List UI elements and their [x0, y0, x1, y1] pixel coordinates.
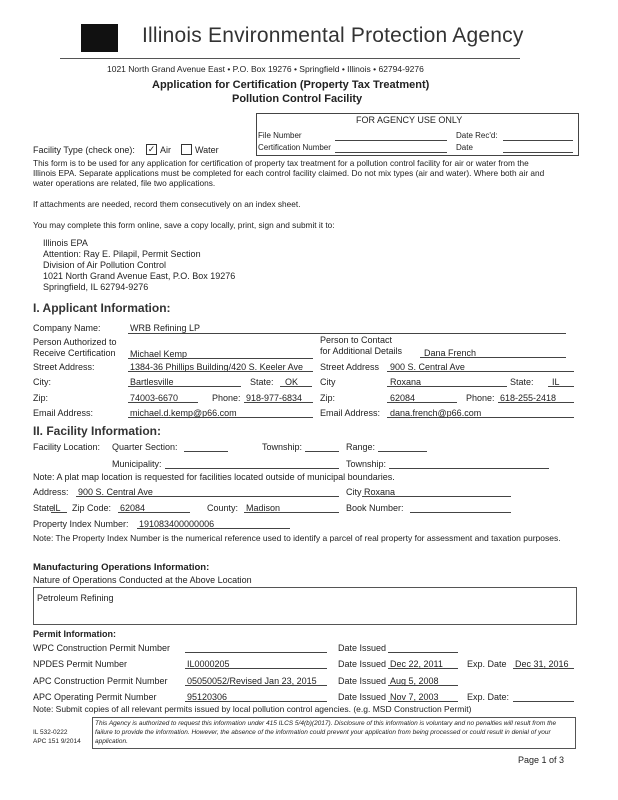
facility-state-underline — [51, 512, 67, 513]
zip-underline — [128, 402, 198, 403]
cert-number-field[interactable] — [335, 152, 447, 153]
pin-value[interactable]: 191083400000006 — [139, 519, 215, 529]
street-underline — [128, 371, 313, 372]
city2-underline — [387, 386, 507, 387]
phone-value[interactable]: 918-977-6834 — [246, 393, 303, 403]
county-label: County: — [207, 503, 239, 513]
pin-label: Property Index Number: — [33, 519, 129, 529]
facility-zip-value[interactable]: 62084 — [120, 503, 146, 513]
air-label: Air — [160, 145, 171, 155]
contact-underline — [420, 357, 566, 358]
facility-address-underline — [76, 496, 339, 497]
county-underline — [244, 512, 339, 513]
auth-underline — [128, 358, 313, 359]
cert-number-label: Certification Number — [258, 143, 331, 152]
nature-of-operations-label: Nature of Operations Conducted at the Above Location — [33, 575, 252, 585]
municipality-field[interactable] — [165, 468, 339, 469]
apc-operating-issued-value[interactable]: Nov 7, 2003 — [390, 692, 439, 702]
form-title: Application for Certification (Property Tax Treatment) — [152, 79, 430, 91]
quarter-label: Quarter Section: — [112, 442, 178, 452]
mail-line: 1021 North Grand Avenue East, P.O. Box 19276 — [43, 271, 236, 281]
phone2-value[interactable]: 618-255-2418 — [500, 393, 557, 403]
mailing-address — [43, 238, 235, 293]
email2-value[interactable]: dana.french@p66.com — [390, 408, 482, 418]
contact-label-2: for Additional Details — [320, 346, 403, 356]
form-id-1: IL 532-0222 — [33, 729, 68, 736]
contact-label-1: Person to Contact — [320, 335, 393, 345]
zip-label: Zip: — [33, 393, 49, 403]
water-checkbox[interactable] — [181, 144, 192, 155]
state-label: State: — [250, 377, 274, 387]
form-id-2: APC 151 9/2014 — [33, 738, 81, 745]
email-value[interactable]: michael.d.kemp@p66.com — [130, 408, 237, 418]
book-number-field[interactable] — [410, 512, 511, 513]
apc-construction-value[interactable]: 05050052/Revised Jan 23, 2015 — [187, 676, 317, 686]
phone-label: Phone: — [212, 393, 241, 403]
water-label: Water — [195, 145, 219, 155]
manufacturing-heading: Manufacturing Operations Information: — [33, 562, 210, 573]
book-number-label: Book Number: — [346, 503, 404, 513]
wpc-permit-field[interactable] — [185, 652, 327, 653]
email-underline — [128, 417, 313, 418]
facility-address-value[interactable]: 900 S. Central Ave — [78, 487, 153, 497]
mail-line: Division of Air Pollution Control — [43, 260, 167, 270]
wpc-issued-field[interactable] — [388, 652, 458, 653]
npdes-exp-label: Exp. Date — [467, 659, 507, 669]
apc-operating-label: APC Operating Permit Number — [33, 692, 157, 702]
apc-operating-exp-label: Exp. Date: — [467, 692, 510, 702]
submit-instructions: You may complete this form online, save a copy locally, print, sign and submit it to: — [33, 220, 335, 230]
permit-heading: Permit Information: — [33, 629, 117, 639]
mail-line: Attention: Ray E. Pilapil, Permit Section — [43, 249, 201, 259]
county-value[interactable]: Madison — [246, 503, 281, 513]
email-label: Email Address: — [33, 408, 94, 418]
contact-person-value[interactable]: Dana French — [424, 348, 477, 358]
company-underline — [128, 333, 566, 334]
applicant-heading: I. Applicant Information: — [33, 301, 171, 315]
phone-underline — [244, 402, 313, 403]
zip-value[interactable]: 74003-6670 — [130, 393, 179, 403]
facility-state-value[interactable]: IL — [53, 503, 61, 513]
phone2-underline — [498, 402, 574, 403]
state2-underline — [548, 386, 574, 387]
npdes-permit-label: NPDES Permit Number — [33, 659, 128, 669]
date-recd-label: Date Rec'd: — [456, 131, 498, 140]
npdes-issued-underline — [388, 668, 458, 669]
nature-of-operations-value: Petroleum Refining — [37, 593, 114, 603]
attachments-note: If attachments are needed, record them consecutively on an index sheet. — [33, 199, 301, 209]
apc-construction-issued-underline — [388, 685, 458, 686]
authorized-person-value[interactable]: Michael Kemp — [130, 349, 188, 359]
mail-line: Illinois EPA — [43, 238, 88, 248]
contact-person-label — [320, 335, 402, 357]
facility-address-label: Address: — [33, 487, 69, 497]
street-label: Street Address: — [33, 362, 95, 372]
state2-value[interactable]: IL — [552, 377, 560, 387]
npdes-exp-value[interactable]: Dec 31, 2016 — [515, 659, 569, 669]
street2-underline — [387, 371, 574, 372]
range-label: Range: — [346, 442, 376, 452]
npdes-issued-value[interactable]: Dec 22, 2011 — [390, 659, 443, 669]
city-underline — [128, 386, 241, 387]
facility-city-underline — [362, 496, 511, 497]
township2-label: Township: — [346, 459, 387, 469]
form-subtitle: Pollution Control Facility — [232, 93, 363, 105]
facility-heading: II. Facility Information: — [33, 424, 162, 438]
npdes-exp-underline — [513, 668, 574, 669]
city-label: City: — [33, 377, 51, 387]
state2-label: State: — [510, 377, 534, 387]
apc-operating-issued-label: Date Issued — [338, 692, 387, 702]
auth-label-1: Person Authorized to — [33, 337, 117, 347]
city-value[interactable]: Bartlesville — [130, 377, 174, 387]
plat-map-note: Note: A plat map location is requested for facilities located outside of municipal boundaries. — [33, 472, 395, 482]
intro-paragraph: This form is to be used for any application for certification of property tax treatment for a pollution control facility for air or water from the Illinois EPA. Separate applications must be completed for each control facility claimed. Do not mix types (air and water). Where both air and water operations are related, file two applications. — [33, 158, 545, 188]
company-value[interactable]: WRB Refining LP — [130, 323, 201, 333]
pin-underline — [137, 528, 290, 529]
disclaimer-box — [92, 717, 576, 749]
permit-note: Note: Submit copies of all relevant permits issued by local pollution control agencies. (e.g. MSD Construction Permit) — [33, 704, 472, 714]
date-recd-field[interactable] — [503, 140, 573, 141]
apc-construction-underline — [185, 685, 327, 686]
city2-label: City — [320, 377, 336, 387]
authorized-person-label — [33, 337, 117, 359]
facility-city-label: City — [346, 487, 362, 497]
email2-underline — [387, 417, 574, 418]
disclaimer-text: This Agency is authorized to request this information under 415 ILCS 5/4(b)(2017). Disclosure of this information is voluntary and no penalties will result from the failure to provide the information. However, the absence of the information could prevent your application from being processed or could result in denial of your application. — [95, 720, 557, 745]
wpc-issued-label: Date Issued — [338, 643, 387, 653]
facility-type-label: Facility Type (check one): — [33, 145, 135, 155]
date-label: Date — [456, 143, 473, 152]
township-label: Township: — [262, 442, 303, 452]
page-number: Page 1 of 3 — [518, 755, 565, 765]
npdes-issued-label: Date Issued — [338, 659, 387, 669]
apc-operating-exp-field[interactable] — [513, 701, 574, 702]
npdes-permit-value[interactable]: IL0000205 — [187, 659, 230, 669]
zip2-value[interactable]: 62084 — [390, 393, 416, 403]
company-label: Company Name: — [33, 323, 101, 333]
facility-zip-underline — [118, 512, 190, 513]
header-divider — [60, 58, 520, 59]
facility-zip-label: Zip Code: — [72, 503, 112, 513]
mail-line: Springfield, IL 62794-9276 — [43, 282, 149, 292]
city2-value[interactable]: Roxana — [390, 377, 422, 387]
agency-logo — [81, 24, 118, 52]
facility-city-value[interactable]: Roxana — [364, 487, 396, 497]
township-field[interactable] — [305, 451, 339, 452]
facility-location-label: Facility Location: — [33, 442, 101, 452]
zip2-underline — [387, 402, 457, 403]
air-checkbox[interactable]: ✓ — [147, 144, 156, 154]
township2-field[interactable] — [389, 468, 549, 469]
street2-label: Street Address — [320, 362, 380, 372]
email2-label: Email Address: — [320, 408, 381, 418]
phone2-label: Phone: — [466, 393, 495, 403]
agency-use-box — [256, 113, 579, 156]
auth-label-2: Receive Certification — [33, 348, 116, 358]
date-field[interactable] — [503, 152, 573, 153]
street2-value[interactable]: 900 S. Central Ave — [390, 362, 465, 372]
apc-operating-underline — [185, 701, 327, 702]
file-number-label: File Number — [258, 131, 302, 140]
state-value[interactable]: OK — [285, 377, 299, 387]
agency-address: 1021 North Grand Avenue East • P.O. Box 19276 • Springfield • Illinois • 62794-9276 — [107, 64, 424, 74]
nature-of-operations-box[interactable] — [33, 587, 577, 625]
state-underline — [280, 386, 312, 387]
file-number-field[interactable] — [335, 140, 447, 141]
pin-note: Note: The Property Index Number is the numerical reference used to identify a parcel of real property for assessment and taxation purposes. — [33, 533, 561, 543]
apc-construction-issued-value[interactable]: Aug 5, 2008 — [390, 676, 439, 686]
quarter-field[interactable] — [184, 451, 228, 452]
apc-operating-issued-underline — [388, 701, 458, 702]
apc-construction-issued-label: Date Issued — [338, 676, 387, 686]
apc-operating-value[interactable]: 95120306 — [187, 692, 228, 702]
facility-state-label: State — [33, 503, 55, 513]
municipality-label: Municipality: — [112, 459, 162, 469]
wpc-permit-label: WPC Construction Permit Number — [33, 643, 171, 653]
agency-use-title: FOR AGENCY USE ONLY — [356, 115, 463, 125]
zip2-label: Zip: — [320, 393, 336, 403]
range-field[interactable] — [378, 451, 427, 452]
apc-construction-label: APC Construction Permit Number — [33, 676, 168, 686]
street-value[interactable]: 1384-36 Phillips Building/420 S. Keeler Ave — [130, 362, 303, 372]
agency-name: Illinois Environmental Protection Agency — [142, 24, 524, 47]
npdes-permit-underline — [185, 668, 327, 669]
